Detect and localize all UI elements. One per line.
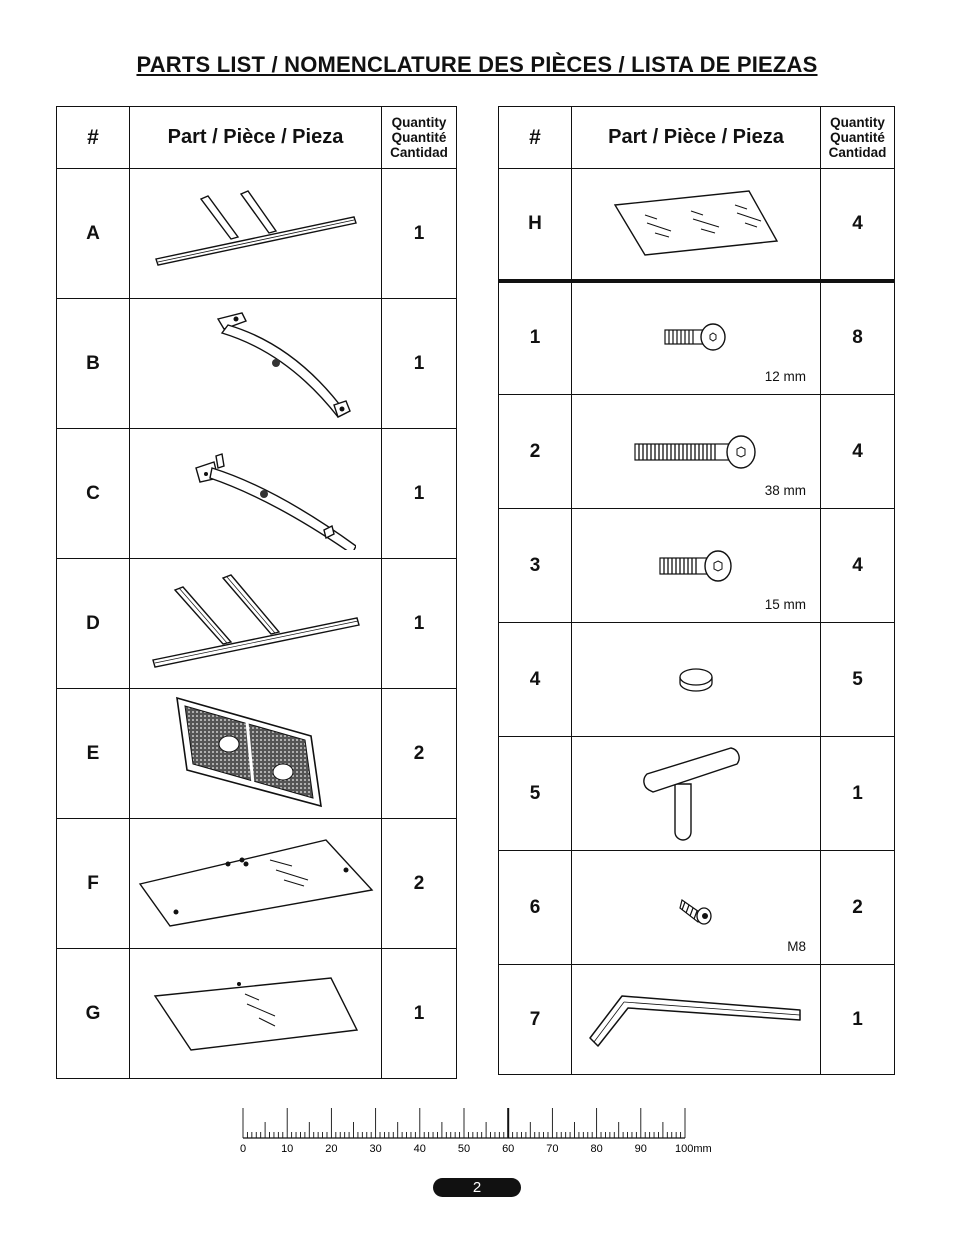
ruler-label: 10 xyxy=(281,1143,294,1155)
table-row xyxy=(499,281,895,395)
table-row xyxy=(57,559,457,689)
part-size: 15 mm xyxy=(764,597,806,612)
page-number: 2 xyxy=(433,1178,521,1197)
table-row xyxy=(499,169,895,281)
table-row xyxy=(499,737,895,851)
part-id: 1 xyxy=(499,281,572,395)
part-size: 12 mm xyxy=(764,369,806,384)
part-id: C xyxy=(57,429,130,559)
part-image xyxy=(572,509,821,623)
allen-key-icon xyxy=(584,988,808,1052)
curved-bracket-icon xyxy=(156,438,356,550)
part-image xyxy=(130,819,382,949)
part-size: 38 mm xyxy=(764,483,806,498)
bolt-icon xyxy=(656,544,736,588)
curved-bracket-icon xyxy=(156,305,356,423)
part-quantity: 4 xyxy=(821,169,895,281)
t-frame-rail-icon xyxy=(143,572,369,676)
table-row xyxy=(499,851,895,965)
ruler-label: 30 xyxy=(369,1143,382,1155)
part-id: D xyxy=(57,559,130,689)
part-quantity: 1 xyxy=(382,949,457,1079)
table-header-row xyxy=(57,107,457,169)
header-part: Part / Pièce / Pieza xyxy=(130,107,382,169)
table-row xyxy=(499,509,895,623)
table-row xyxy=(57,819,457,949)
part-image xyxy=(572,737,821,851)
part-quantity: 1 xyxy=(821,737,895,851)
part-quantity: 1 xyxy=(382,299,457,429)
part-quantity: 8 xyxy=(821,281,895,395)
table-header-row xyxy=(499,107,895,169)
ruler-label: 90 xyxy=(634,1143,647,1155)
part-quantity: 4 xyxy=(821,509,895,623)
part-image xyxy=(572,851,821,965)
table-row xyxy=(57,429,457,559)
measurement-ruler xyxy=(238,1104,738,1160)
part-id: F xyxy=(57,819,130,949)
glass-shelf-icon xyxy=(151,974,361,1054)
part-quantity: 2 xyxy=(382,819,457,949)
part-image xyxy=(572,169,821,281)
header-quantity: Quantity Quantité Cantidad xyxy=(382,107,457,169)
glass-shelf-icon xyxy=(136,836,376,932)
part-quantity: 5 xyxy=(821,623,895,737)
header-part: Part / Pièce / Pieza xyxy=(572,107,821,169)
ruler-label: 100mm xyxy=(675,1143,712,1155)
part-image xyxy=(130,429,382,559)
cap-icon xyxy=(676,665,716,695)
glass-panel-icon xyxy=(611,189,781,259)
t-frame-rail-icon xyxy=(146,189,366,279)
ruler-label: 70 xyxy=(546,1143,559,1155)
part-id: E xyxy=(57,689,130,819)
table-row xyxy=(499,395,895,509)
table-row xyxy=(499,965,895,1075)
part-quantity: 1 xyxy=(382,559,457,689)
part-image xyxy=(130,299,382,429)
part-quantity: 2 xyxy=(382,689,457,819)
part-id: G xyxy=(57,949,130,1079)
part-id: 4 xyxy=(499,623,572,737)
t-wrench-icon xyxy=(641,744,751,844)
part-image xyxy=(572,965,821,1075)
part-id: 7 xyxy=(499,965,572,1075)
long-bolt-icon xyxy=(631,430,761,474)
ruler-label: 50 xyxy=(457,1143,471,1155)
part-id: 5 xyxy=(499,737,572,851)
part-id: B xyxy=(57,299,130,429)
table-row xyxy=(57,169,457,299)
table-row xyxy=(57,689,457,819)
ruler-label: 60 xyxy=(502,1143,515,1155)
ruler-label: 20 xyxy=(325,1143,338,1155)
part-quantity: 1 xyxy=(382,429,457,559)
bolt-icon xyxy=(661,318,731,358)
part-id: A xyxy=(57,169,130,299)
part-id: 6 xyxy=(499,851,572,965)
ruler-label: 80 xyxy=(590,1143,603,1155)
part-image xyxy=(130,559,382,689)
table-row xyxy=(57,949,457,1079)
header-number: # xyxy=(57,107,130,169)
header-quantity: Quantity Quantité Cantidad xyxy=(821,107,895,169)
mesh-panel-icon xyxy=(171,694,341,814)
part-quantity: 1 xyxy=(821,965,895,1075)
connector-icon xyxy=(676,890,716,926)
header-number: # xyxy=(499,107,572,169)
part-id: 3 xyxy=(499,509,572,623)
table-row xyxy=(57,299,457,429)
part-image xyxy=(572,623,821,737)
part-quantity: 2 xyxy=(821,851,895,965)
part-image xyxy=(572,395,821,509)
part-id: H xyxy=(499,169,572,281)
part-size: M8 xyxy=(787,939,806,954)
part-image xyxy=(130,169,382,299)
table-row xyxy=(499,623,895,737)
part-image xyxy=(130,689,382,819)
parts-table-left xyxy=(56,106,457,1079)
page-title: PARTS LIST / NOMENCLATURE DES PIÈCES / LISTA DE PIEZAS xyxy=(136,52,818,77)
part-quantity: 1 xyxy=(382,169,457,299)
part-image xyxy=(130,949,382,1079)
part-image xyxy=(572,281,821,395)
parts-table-right xyxy=(498,106,895,1075)
part-quantity: 4 xyxy=(821,395,895,509)
part-id: 2 xyxy=(499,395,572,509)
ruler-label: 0 xyxy=(239,1143,247,1155)
ruler-scale xyxy=(238,1104,738,1160)
ruler-label: 40 xyxy=(413,1143,426,1155)
